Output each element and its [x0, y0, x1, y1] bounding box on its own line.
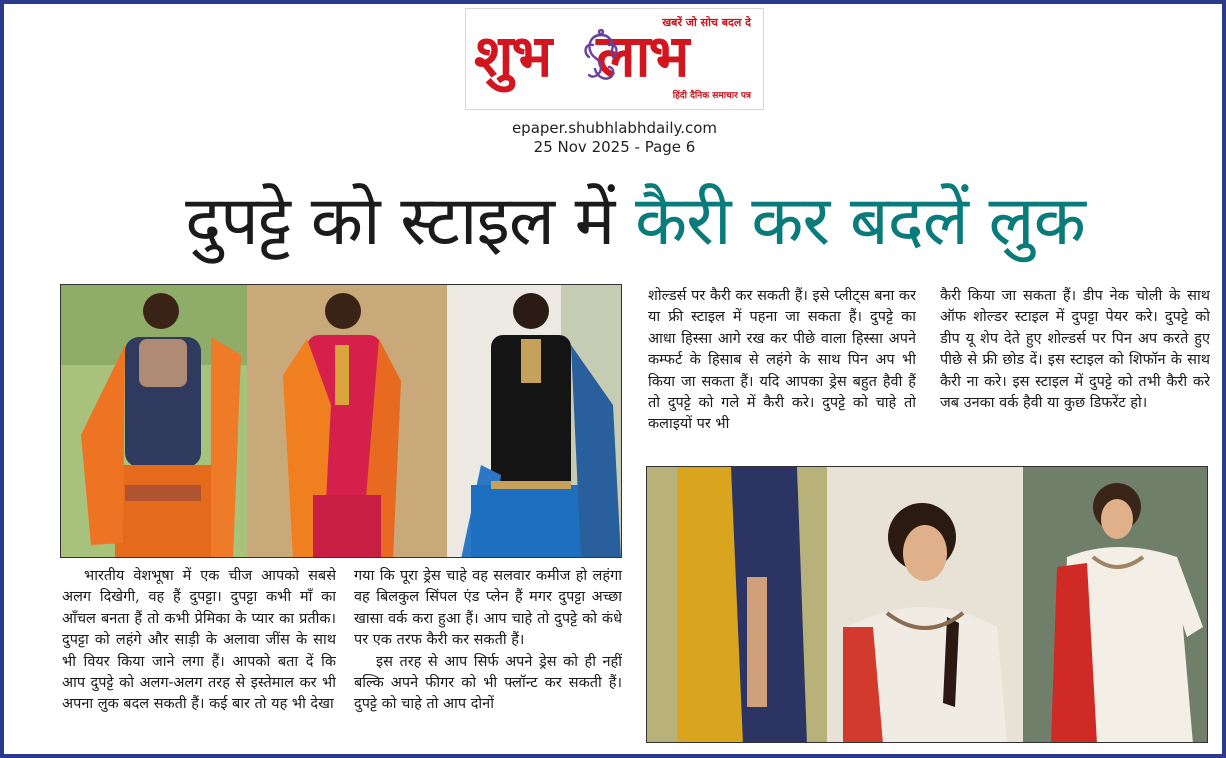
photo-dupatta-suits — [60, 284, 622, 558]
masthead-name-right: लाभ — [596, 22, 688, 90]
article-column-1 — [62, 566, 336, 752]
article-column-3 — [648, 286, 916, 456]
article-paragraph: भारतीय वेशभूषा में एक चीज आपको सबसे अलग दिखेगी, वह हैं दुपट्टा। दुपट्टा कभी माँ का आँचल बनता हैं तो कभी प्रेमिका के प्यार का प्रतीक। दुपट्टा को लहंगे और साड़ी के अलावा जींस के साथ भी वियर किया जाने लगा हैं। आपको बता दें कि आप दुपट्टे को अलग-अलग तरह से इस्तेमाल कर भी अपना लुक बदल सकती हैं। कई बार तो यह भी देखा — [62, 568, 336, 713]
article-headline — [60, 176, 1210, 268]
article-column-4 — [940, 286, 1210, 456]
article-paragraph: इस तरह से आप सिर्फ अपने ड्रेस को ही नहीं बल्कि अपने फीगर को भी फ्लॉन्ट कर सकती हैं। दुपट्टे को चाहे तो आप दोनों — [354, 653, 622, 713]
masthead-logo[interactable] — [465, 8, 764, 110]
masthead-tagline: खबरें जो सोच बदल दे — [662, 16, 751, 29]
photo-dupatta-models — [646, 466, 1208, 743]
headline-part-dark: दुपट्टे को स्टाइल में — [185, 182, 615, 261]
article-paragraph: शोल्डर्स पर कैरी कर सकती हैं। इसे प्लीट्स बना कर या फ्री स्टाइल में पहना जा सकता हैं। दुपट्टे का आधा हिस्सा आगे रख कर पीछे वाला हिस्सा अपने कम्फर्ट के हिसाब से लहंगे के साथ पिन अप भी किया जा सकता हैं। यदि आपका ड्रेस बहुत हैवी हैं तो दुपट्टे को गले में कैरी करे। दुपट्टे को चाहे तो कलाइयों पर भी — [648, 288, 916, 433]
source-info — [465, 119, 764, 157]
source-date-page: 25 Nov 2025 - Page 6 — [533, 138, 696, 156]
article-paragraph: गया कि पूरा ड्रेस चाहे वह सलवार कमीज हो लहंगा वह बिलकुल सिंपल एंड प्लेन हैं मगर दुपट्टा अच्छा खासा वर्क करा हुआ हैं। आप चाहे तो दुपट्टे को कंधे पर एक तरफ कैरी कर सकती हैं। — [354, 568, 622, 649]
article-column-2 — [354, 566, 622, 752]
ganesha-logo-icon — [579, 29, 623, 85]
masthead-name-left: शुभ — [474, 22, 551, 90]
masthead-subline: हिंदी दैनिक समाचार पत्र — [672, 91, 751, 101]
article-paragraph: कैरी किया जा सकता हैं। डीप नेक चोली के साथ ऑफ शोल्डर स्टाइल में दुपट्टा पेयर करे। दुपट्टे को डीप यू शेप देते हुए शोल्डर्स पर पिन अप करते हुए पीछे से फ्री छोड दें। इस स्टाइल को शिफॉन के साथ कैरी ना करे। इस स्टाइल में दुपट्टे को तभी कैरी करे जब उनका वर्क हैवी या कुछ डिफरेंट हो। — [940, 288, 1210, 412]
headline-part-teal: कैरी कर बदलें लुक — [634, 182, 1085, 261]
source-site-link[interactable]: epaper.shubhlabhdaily.com — [511, 119, 718, 137]
